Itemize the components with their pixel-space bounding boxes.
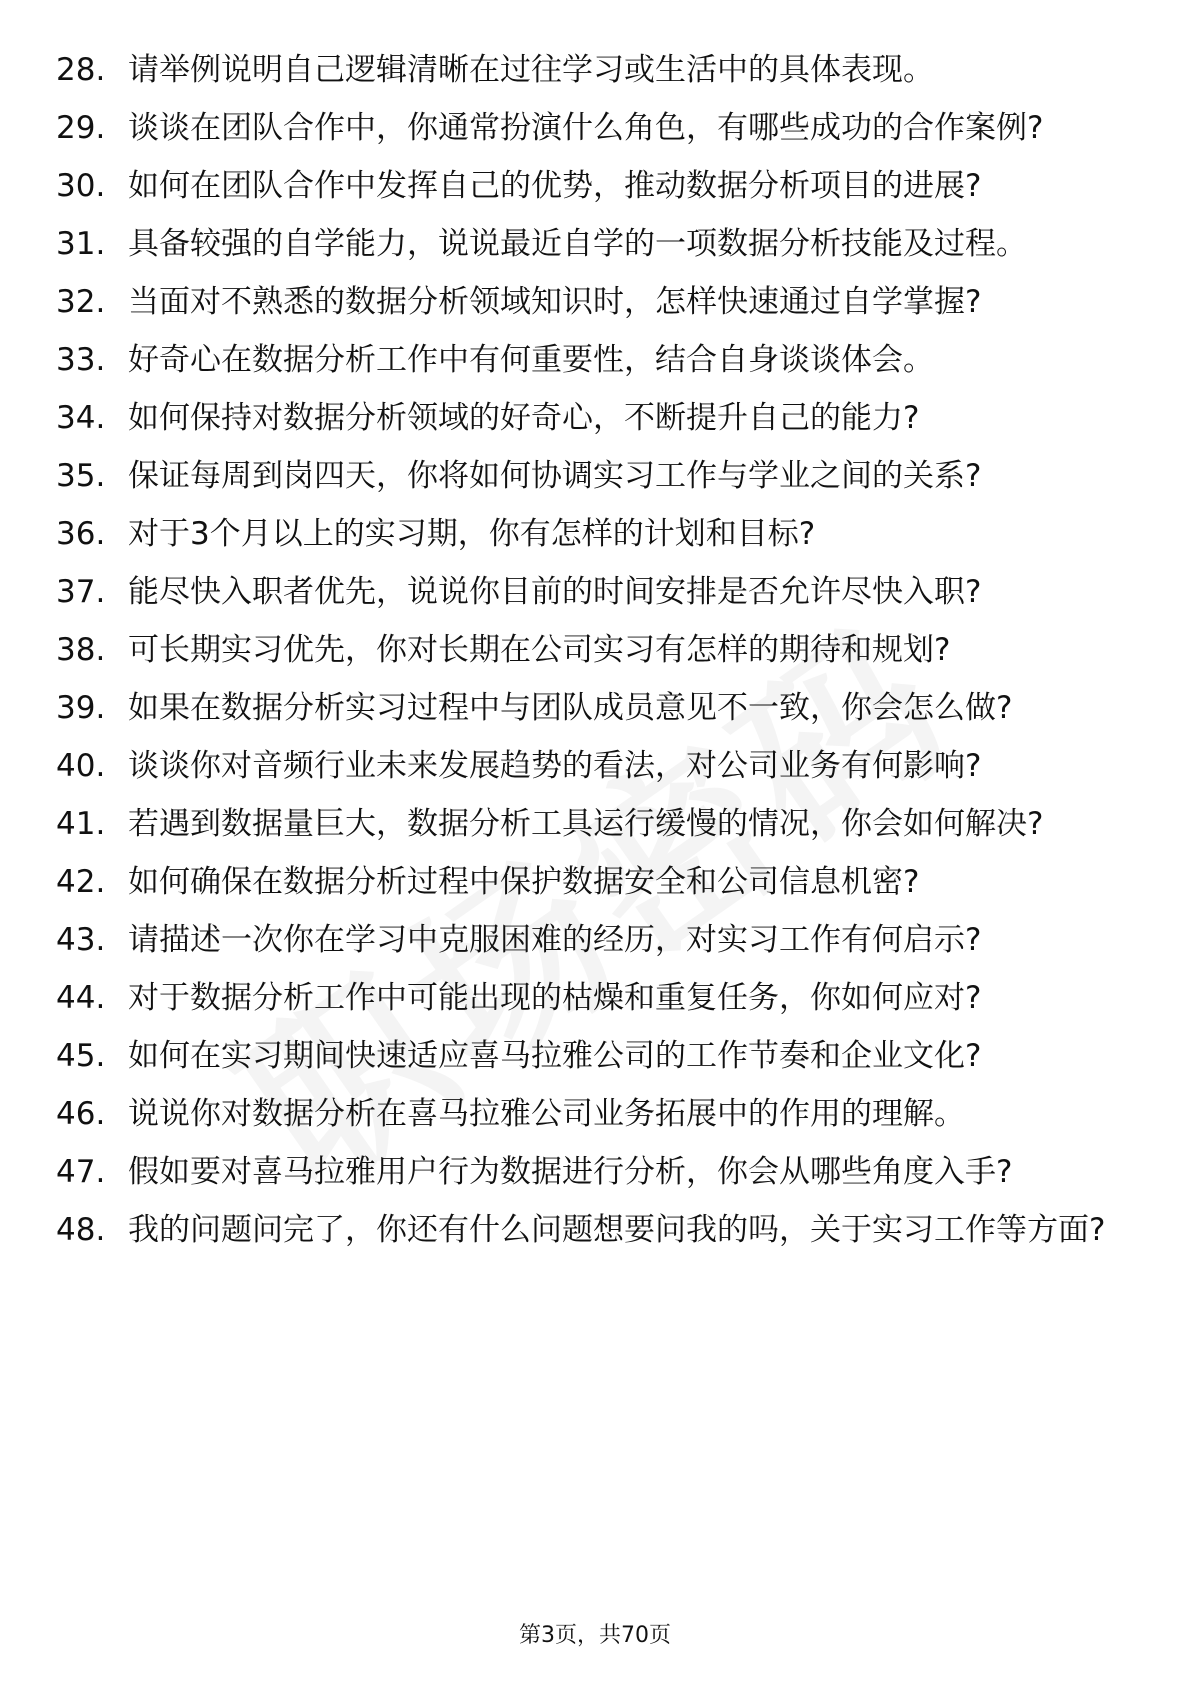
question-number: 40.: [56, 748, 106, 784]
question-item: [56, 570, 1126, 615]
question-text: 如何保持对数据分析领域的好奇心，不断提升自己的能力?: [128, 400, 920, 436]
question-number: 33.: [56, 342, 106, 378]
question-text: 对于数据分析工作中可能出现的枯燥和重复任务，你如何应对?: [128, 980, 982, 1016]
question-item: [56, 222, 1126, 267]
question-number: 36.: [56, 516, 106, 552]
question-item: [56, 1092, 1126, 1137]
question-item: [56, 338, 1126, 383]
question-text: 对于3个月以上的实习期，你有怎样的计划和目标?: [128, 516, 816, 552]
question-number: 28.: [56, 52, 106, 88]
question-text: 如何确保在数据分析过程中保护数据安全和公司信息机密?: [128, 864, 920, 900]
question-item: [56, 48, 1126, 93]
question-item: [56, 454, 1126, 499]
question-item: [56, 860, 1126, 905]
question-text: 具备较强的自学能力，说说最近自学的一项数据分析技能及过程。: [128, 226, 1027, 262]
question-text: 如何在团队合作中发挥自己的优势，推动数据分析项目的进展?: [128, 168, 982, 204]
question-item: [56, 164, 1126, 209]
page-footer: 第3页，共70页: [519, 1623, 671, 1648]
question-number: 37.: [56, 574, 106, 610]
question-item: [56, 1034, 1126, 1079]
question-number: 39.: [56, 690, 106, 726]
question-number: 47.: [56, 1154, 106, 1190]
question-text: 说说你对数据分析在喜马拉雅公司业务拓展中的作用的理解。: [128, 1096, 965, 1132]
question-text: 如何在实习期间快速适应喜马拉雅公司的工作节奏和企业文化?: [128, 1038, 982, 1074]
question-item: [56, 1208, 1126, 1253]
question-number: 32.: [56, 284, 106, 320]
question-number: 34.: [56, 400, 106, 436]
question-text: 如果在数据分析实习过程中与团队成员意见不一致，你会怎么做?: [128, 690, 1013, 726]
question-text: 当面对不熟悉的数据分析领域知识时，怎样快速通过自学掌握?: [128, 284, 982, 320]
question-number: 45.: [56, 1038, 106, 1074]
question-text: 请描述一次你在学习中克服困难的经历，对实习工作有何启示?: [128, 922, 982, 958]
question-item: [56, 744, 1126, 789]
question-item: [56, 976, 1126, 1021]
question-text: 保证每周到岗四天，你将如何协调实习工作与学业之间的关系?: [128, 458, 982, 494]
question-text: 我的问题问完了，你还有什么问题想要问我的吗，关于实习工作等方面?: [128, 1212, 1106, 1248]
question-item: [56, 280, 1126, 325]
question-number: 46.: [56, 1096, 106, 1132]
question-text: 可长期实习优先，你对长期在公司实习有怎样的期待和规划?: [128, 632, 951, 668]
question-item: [56, 396, 1126, 441]
question-text: 能尽快入职者优先，说说你目前的时间安排是否允许尽快入职?: [128, 574, 982, 610]
question-text: 谈谈在团队合作中，你通常扮演什么角色，有哪些成功的合作案例?: [128, 110, 1044, 146]
question-number: 48.: [56, 1212, 106, 1248]
question-number: 44.: [56, 980, 106, 1016]
question-number: 41.: [56, 806, 106, 842]
question-number: 30.: [56, 168, 106, 204]
question-number: 35.: [56, 458, 106, 494]
question-item: [56, 106, 1126, 151]
question-number: 31.: [56, 226, 106, 262]
question-item: [56, 628, 1126, 673]
question-list: [56, 48, 1126, 1266]
question-text: 若遇到数据量巨大，数据分析工具运行缓慢的情况，你会如何解决?: [128, 806, 1044, 842]
question-text: 假如要对喜马拉雅用户行为数据进行分析，你会从哪些角度入手?: [128, 1154, 1013, 1190]
question-item: [56, 802, 1126, 847]
question-number: 29.: [56, 110, 106, 146]
question-number: 38.: [56, 632, 106, 668]
question-text: 谈谈你对音频行业未来发展趋势的看法，对公司业务有何影响?: [128, 748, 982, 784]
question-text: 好奇心在数据分析工作中有何重要性，结合自身谈谈体会。: [128, 342, 934, 378]
question-number: 43.: [56, 922, 106, 958]
question-number: 42.: [56, 864, 106, 900]
question-item: [56, 512, 1126, 557]
question-item: [56, 686, 1126, 731]
question-item: [56, 1150, 1126, 1195]
question-item: [56, 918, 1126, 963]
question-text: 请举例说明自己逻辑清晰在过往学习或生活中的具体表现。: [128, 52, 934, 88]
